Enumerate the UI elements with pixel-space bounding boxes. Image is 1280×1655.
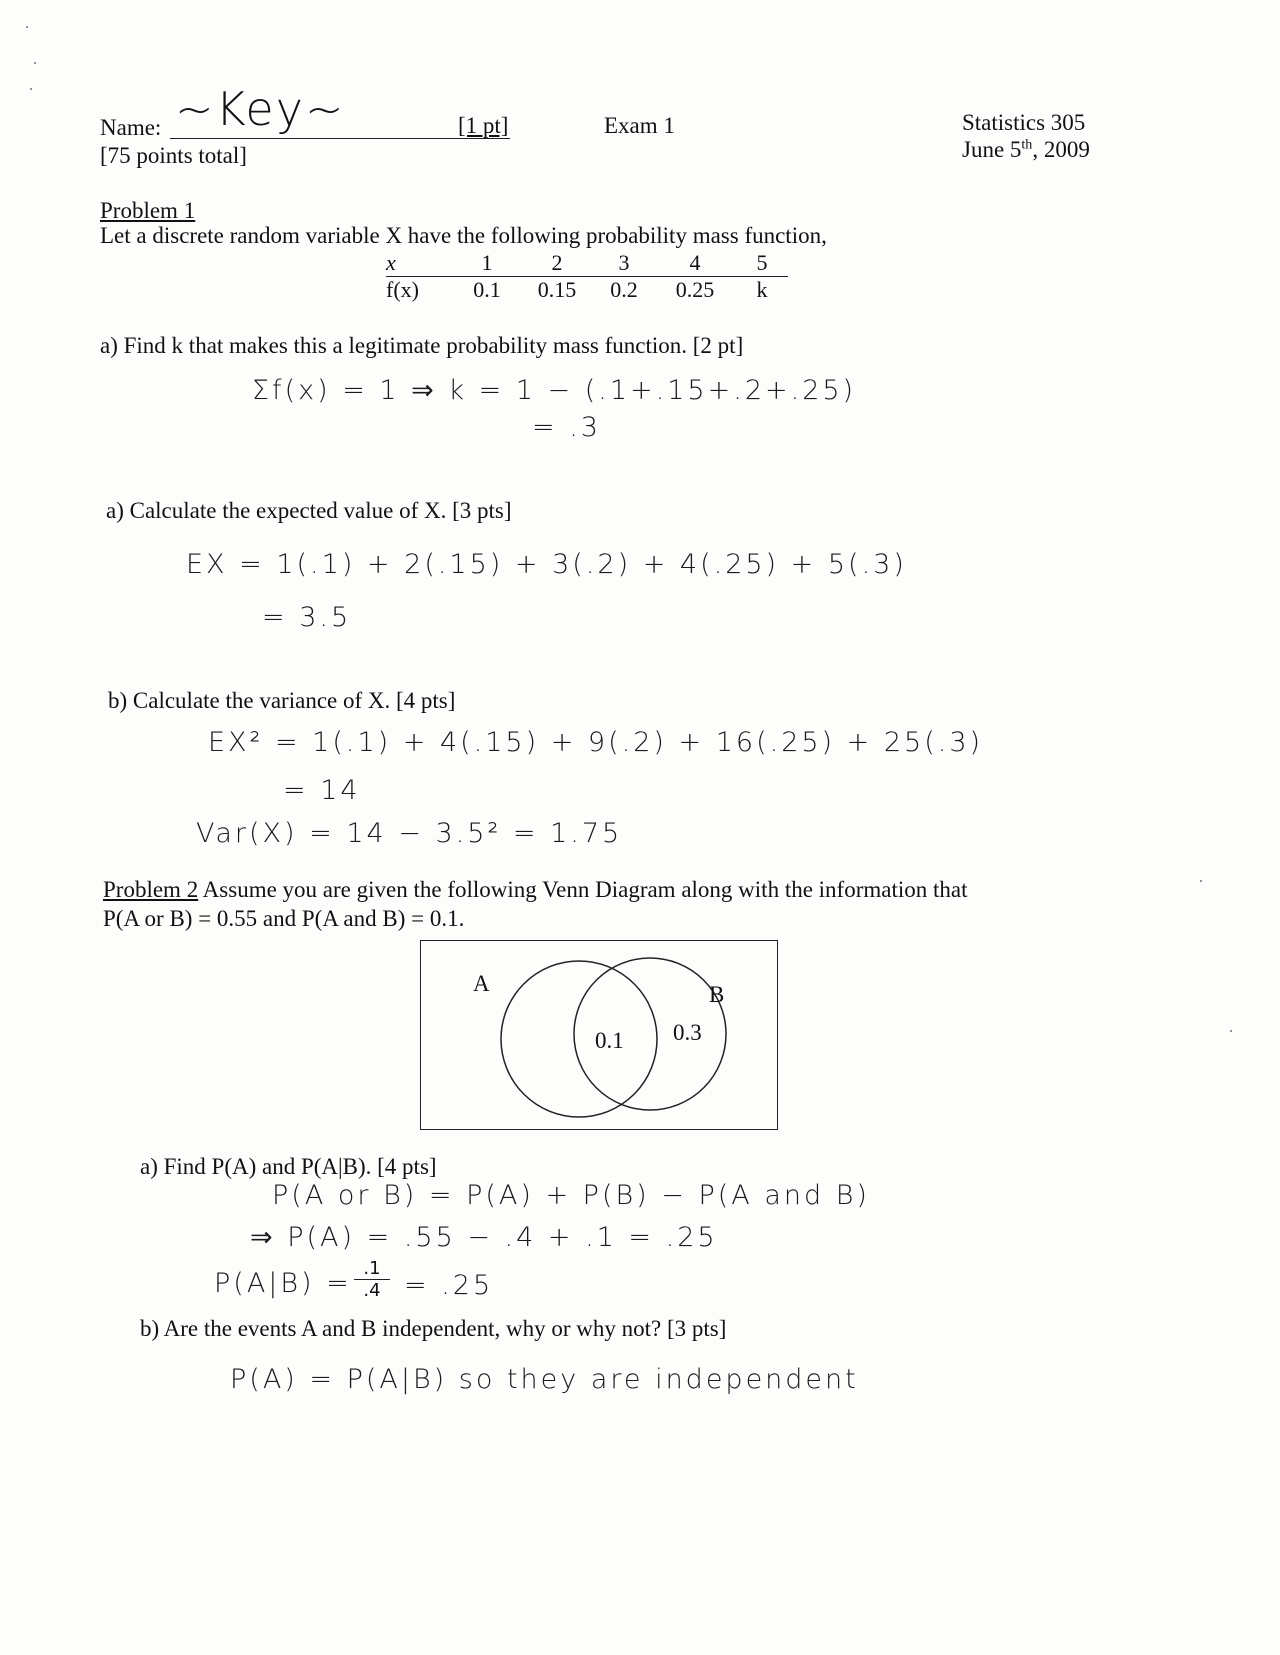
problem1-heading: Problem 1 — [100, 198, 196, 223]
p1-part-b-answer-line: EX² = 1(.1) + 4(.15) + 9(.2) + 16(.25) + 25(.3) — [208, 727, 984, 758]
pmf-x-label: x — [386, 250, 396, 275]
exam-date: June 5th, 2009 — [962, 137, 1090, 162]
pmf-fx-value: 0.1 — [473, 277, 501, 302]
p2-part-a-answer-line: P(A or B) = P(A) + P(B) − P(A and B) — [272, 1180, 870, 1211]
p1-part-a1-question: a) Find k that makes this a legitimate probability mass function. [2 pt] — [100, 333, 744, 358]
p2-part-a-conditional-rhs: = .25 — [404, 1270, 494, 1301]
venn-circle-a — [501, 961, 657, 1117]
pmf-fx-value: 0.15 — [537, 277, 577, 302]
pmf-x-value: 3 — [618, 250, 630, 275]
p2-part-a-numerator: .1 — [354, 1258, 390, 1280]
exam-title: Exam 1 — [604, 113, 675, 138]
venn-b-only-value: 0.3 — [673, 1020, 702, 1045]
p1-part-b-answer-line: = 14 — [283, 775, 361, 806]
venn-intersection-value: 0.1 — [595, 1028, 624, 1053]
p2-part-a-question: a) Find P(A) and P(A|B). [4 pts] — [140, 1154, 437, 1179]
p1-part-b-question: b) Calculate the variance of X. [4 pts] — [108, 688, 456, 713]
pmf-x-value: 2 — [551, 250, 563, 275]
venn-diagram — [420, 940, 778, 1130]
pmf-x-value: 5 — [756, 250, 768, 275]
p2-part-a-fraction — [354, 1258, 390, 1301]
p2-part-b-question: b) Are the events A and B independent, why or why not? [3 pts] — [140, 1316, 727, 1341]
course-name: Statistics 305 — [962, 110, 1086, 135]
scan-speck — [34, 62, 36, 64]
p2-part-a-answer-line: ⇒ P(A) = .55 − .4 + .1 = .25 — [250, 1222, 718, 1253]
pmf-fx-value: 0.2 — [610, 277, 638, 302]
p1-part-b-answer-line: Var(X) = 14 − 3.5² = 1.75 — [196, 818, 623, 849]
p2-part-b-answer: P(A) = P(A|B) so they are independent — [230, 1364, 859, 1395]
pmf-x-value: 1 — [481, 250, 493, 275]
total-points: [75 points total] — [100, 143, 247, 168]
p1-part-a2-answer-line: EX = 1(.1) + 2(.15) + 3(.2) + 4(.25) + 5(.3) — [186, 549, 907, 580]
scan-speck — [26, 26, 28, 28]
venn-label-a: A — [473, 971, 490, 996]
venn-label-b: B — [709, 982, 725, 1007]
p2-part-a-denominator: .4 — [363, 1280, 381, 1301]
scan-speck — [1200, 880, 1202, 882]
p1-part-a2-question: a) Calculate the expected value of X. [3 pts] — [106, 498, 512, 523]
pmf-fx-row — [386, 277, 788, 304]
p1-part-a2-answer-line: = 3.5 — [262, 602, 352, 633]
name-handwritten: ~Key~ — [175, 82, 346, 136]
pmf-fx-value: k — [756, 277, 768, 302]
problem2-intro-line1: Problem 2 Assume you are given the following Venn Diagram along with the information that — [103, 877, 968, 902]
problem2-intro-line2: P(A or B) = 0.55 and P(A and B) = 0.1. — [103, 906, 465, 931]
problem1-intro: Let a discrete random variable X have the following probability mass function, — [100, 223, 827, 248]
p2-part-a-conditional-lhs: P(A|B) = — [214, 1268, 352, 1299]
pmf-fx-value: 0.25 — [675, 277, 715, 302]
pmf-fx-label: f(x) — [386, 277, 419, 302]
problem2-heading: Problem 2 — [103, 877, 199, 902]
name-points: [1 pt] — [458, 113, 509, 138]
p1-part-a1-answer-line: Σf(x) = 1 ⇒ k = 1 − (.1+.15+.2+.25) — [252, 375, 857, 406]
scan-speck — [30, 88, 32, 90]
pmf-x-row — [386, 250, 788, 277]
p1-part-a1-answer-line: = .3 — [532, 412, 601, 443]
pmf-x-value: 4 — [689, 250, 701, 275]
name-label: Name: — [100, 115, 162, 140]
pmf-table — [386, 250, 788, 303]
scan-speck — [1230, 1030, 1232, 1032]
